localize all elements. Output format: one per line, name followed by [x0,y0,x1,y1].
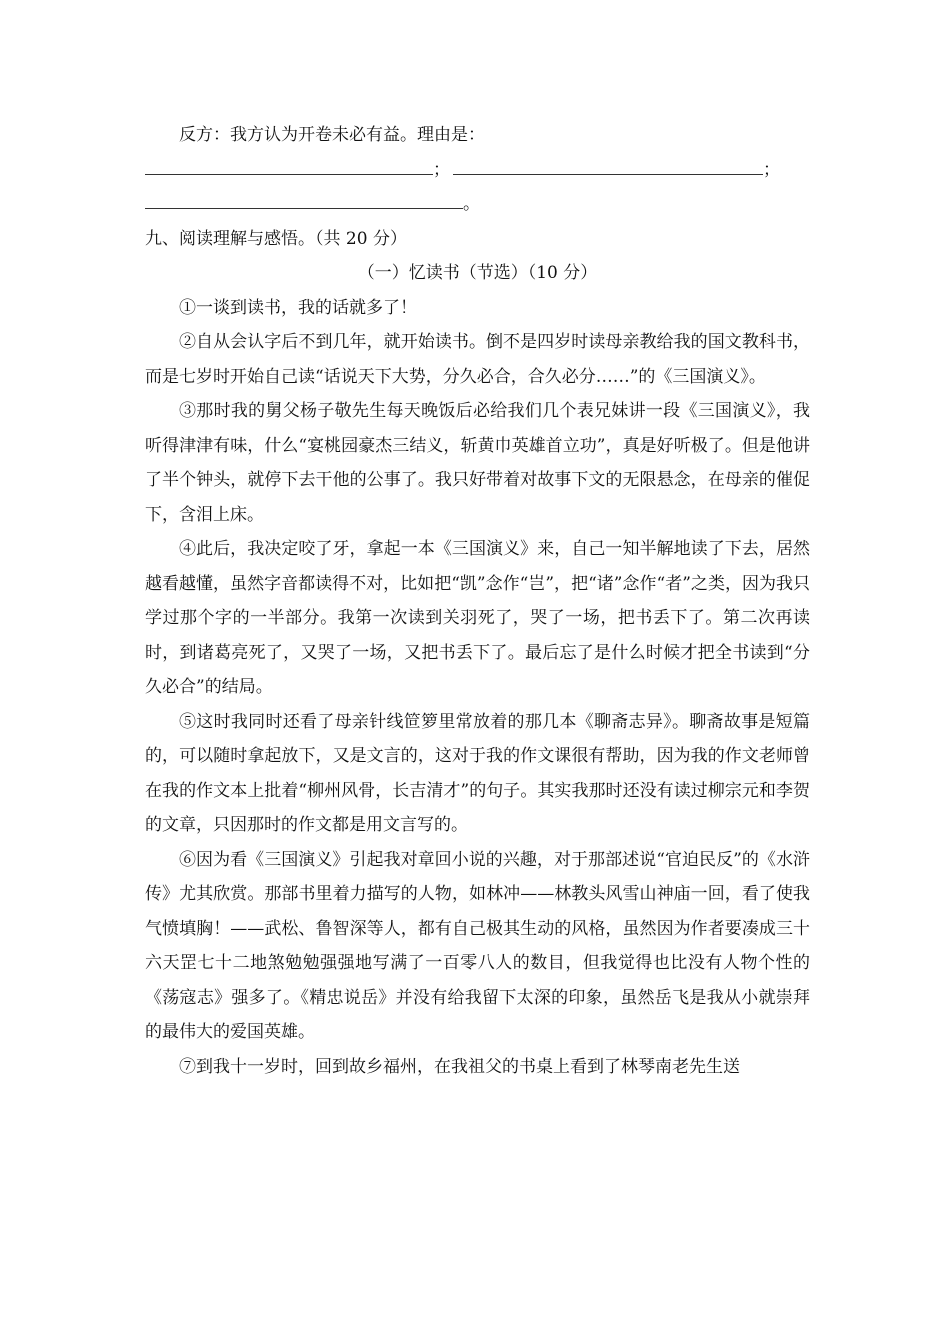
document-page [145,118,810,1084]
answer-blank-3[interactable] [145,188,463,209]
passage-body [145,291,810,1085]
passage-paragraph: ②自从会认字后不到几年，就开始读书。倒不是四岁时读母亲教给我的国文教科书，而是七岁时开始自己读“话说天下大势，分久必合，合久必分……”的《三国演义》。 [145,332,810,387]
answer-line-2 [145,187,810,222]
passage-paragraph: ④此后，我决定咬了牙，拿起一本《三国演义》来，自己一知半解地读了下去，居然越看越懂，虽然字音都读得不对，比如把“凯”念作“岂”，把“诸”念作“者”之类，因为我只学过那个字的一半部分。我第一次读到关羽死了，哭了一场，把书丢下了。第二次再读时，到诸葛亮死了，又哭了一场，又把书丢下了。最后忘了是什么时候才把全书读到“分久必合”的结局。 [145,539,810,697]
passage-paragraph: ③那时我的舅父杨子敬先生每天晚饭后必给我们几个表兄妹讲一段《三国演义》，我听得津津有味，什么“宴桃园豪杰三结义，斩黄巾英雄首立功”，真是好听极了。但是他讲了半个钟头，就停下去干他的公事了。我只好带着对故事下文的无限悬念，在母亲的催促下，含泪上床。 [145,401,810,525]
passage-paragraph: ⑥因为看《三国演义》引起我对章回小说的兴趣，对于那部述说“官迫民反”的《水浒传》尤其欣赏。那部书里着力描写的人物，如林冲——林教头风雪山神庙一回，看了使我气愤填胸！——武松、鲁智深等人，都有自己极其生动的风格，虽然因为作者要凑成三十六天罡七十二地煞勉勉强强地写满了一百零八人的数目，但我觉得也比没有人物个性的《荡寇志》强多了。《精忠说岳》并没有给我留下太深的印象，虽然岳飞是我从小就崇拜的最伟大的爱国英雄。 [145,849,810,1042]
answer-blank-2[interactable] [453,154,763,175]
debate-con-line [145,118,810,153]
answer-separator-1: ； [433,159,450,180]
passage-paragraph: ①一谈到读书，我的话就多了！ [179,297,417,318]
passage-paragraph: ⑤这时我同时还看了母亲针线笸箩里常放着的那几本《聊斋志异》。聊斋故事是短篇的，可以随时拿起放下，又是文言的，这对于我的作文课很有帮助，因为我的作文老师曾在我的作文本上批着“柳州风骨，长吉清才”的句子。其实我那时还没有读过柳宗元和李贺的文章，只因那时的作文都是用文言写的。 [145,711,810,835]
answer-end-mark: 。 [463,194,480,214]
answer-separator-2: ； [763,159,780,180]
answer-line-1 [145,153,810,188]
passage-paragraph: ⑦到我十一岁时，回到故乡福州，在我祖父的书桌上看到了林琴南老先生送 [179,1056,740,1077]
section-heading: 九、阅读理解与感悟。（共 20 分） [145,228,407,249]
debate-con-intro: 反方：我方认为开卷未必有益。理由是： [179,125,485,145]
passage-title: （一）忆读书（节选）（10 分） [357,263,598,283]
answer-blank-1[interactable] [145,154,433,175]
